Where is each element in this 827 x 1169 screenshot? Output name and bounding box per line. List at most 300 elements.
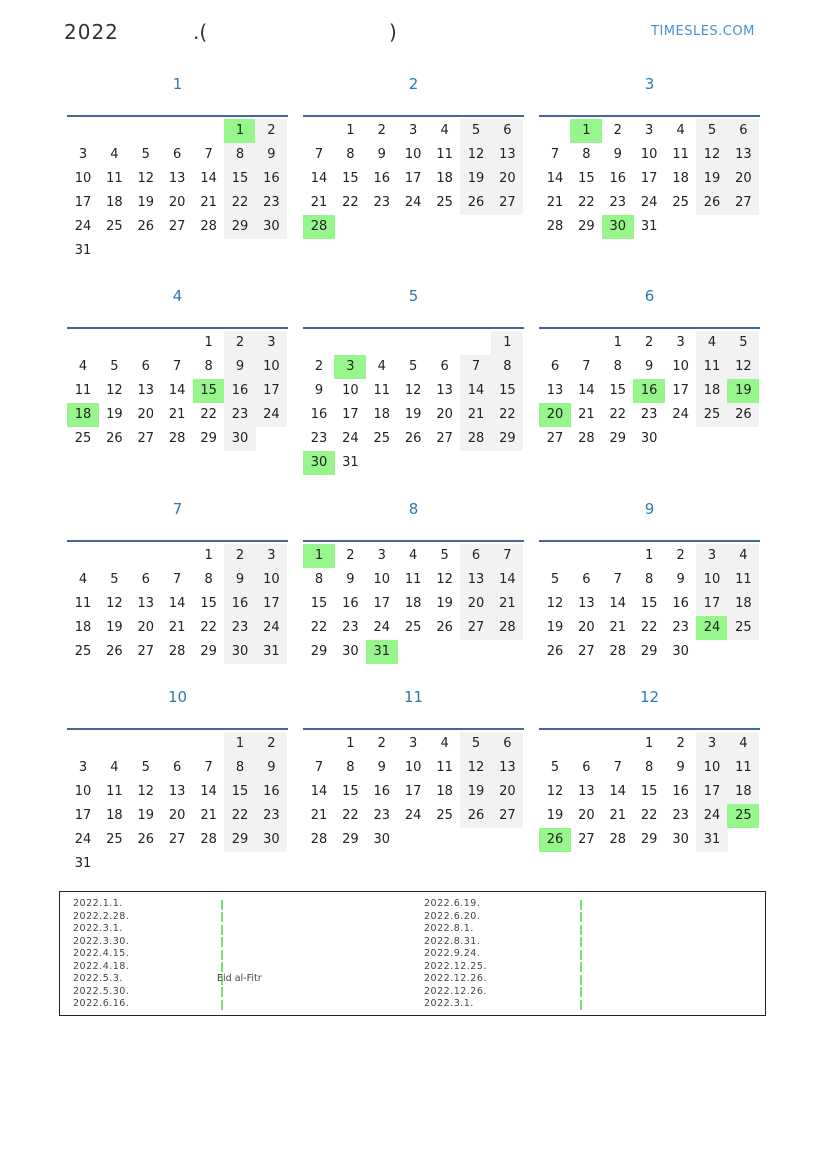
calendar-day: 3 [409, 736, 418, 751]
holiday-divider-mark [221, 950, 223, 960]
calendar-day: 5 [460, 119, 492, 143]
calendar-day: 7 [173, 572, 182, 587]
calendar-day: 15 [310, 596, 328, 611]
calendar-day: 9 [645, 359, 654, 374]
calendar-day: 26 [727, 403, 759, 427]
calendar-day: 5 [550, 760, 560, 775]
calendar-day: 17 [696, 592, 728, 616]
calendar-day: 2 [676, 548, 685, 563]
calendar-day: 23 [224, 616, 256, 640]
month-block [303, 500, 524, 700]
calendar-day: 18 [727, 592, 759, 616]
month-name: 6 [644, 287, 655, 305]
calendar-day: 22 [491, 403, 523, 427]
calendar-day: 4 [727, 732, 759, 756]
month-block [303, 688, 524, 888]
calendar-day: 16 [342, 596, 359, 611]
calendar-day: 6 [173, 760, 182, 775]
calendar-day: 3 [377, 548, 386, 563]
holiday-divider-mark [580, 925, 582, 935]
calendar-day: 22 [342, 808, 359, 823]
calendar-day: 14 [609, 596, 627, 611]
calendar-day: 16 [224, 379, 256, 403]
calendar-day: 21 [578, 407, 595, 422]
holiday-date: 2022.3.1. [73, 923, 123, 934]
calendar-day: 23 [609, 195, 627, 210]
calendar-day: 29 [200, 431, 217, 446]
calendar-day: 22 [342, 195, 359, 210]
calendar-day: 15 [342, 784, 359, 799]
holiday-date: 2022.5.3. [73, 973, 123, 984]
month-name: 1 [172, 75, 183, 93]
calendar-day: 5 [460, 732, 492, 756]
calendar-day: 1 [645, 736, 654, 751]
month-header-rule [67, 540, 288, 542]
calendar-day: 25 [436, 195, 453, 210]
calendar-day: 11 [106, 171, 123, 186]
calendar-day: 8 [314, 572, 324, 587]
calendar-day: 21 [168, 407, 186, 422]
calendar-day: 14 [546, 171, 564, 186]
calendar-day: 15 [224, 780, 256, 804]
calendar-day: 16 [373, 784, 391, 799]
month-name: 9 [644, 500, 655, 518]
calendar-day: 3 [696, 544, 728, 568]
calendar-day: 8 [204, 572, 213, 587]
holiday-date: 2022.12.26. [424, 985, 487, 997]
calendar-day: 5 [141, 760, 150, 775]
calendar-day: 11 [404, 572, 422, 587]
calendar-day: 3 [78, 760, 88, 775]
calendar-day: 9 [346, 572, 355, 587]
calendar-day: 2 [314, 359, 324, 374]
month-header-rule [303, 728, 524, 730]
calendar-day: 14 [491, 568, 523, 592]
calendar-day: 9 [377, 147, 386, 162]
calendar-day: 18 [436, 784, 453, 799]
calendar-day: 17 [373, 596, 391, 611]
calendar-day: 17 [74, 195, 92, 210]
calendar-day: 27 [578, 832, 595, 847]
holiday-date: 2022.3.1. [424, 998, 474, 1009]
calendar-day: 16 [672, 784, 689, 799]
calendar-day: 3 [676, 335, 685, 350]
calendar-day: 28 [609, 644, 627, 659]
calendar-day: 22 [224, 191, 256, 215]
calendar-day: 23 [373, 195, 391, 210]
calendar-day: 24 [696, 804, 728, 828]
calendar-day: 29 [224, 828, 256, 852]
calendar-day: 8 [645, 760, 654, 775]
calendar-day: 29 [491, 427, 523, 451]
calendar-day: 13 [168, 784, 186, 799]
calendar-day: 20 [727, 167, 759, 191]
calendar-day: 27 [546, 431, 564, 446]
calendar-day: 2 [224, 331, 256, 355]
calendar-day: 19 [696, 167, 728, 191]
holiday-date: 2022.8.31. [424, 935, 481, 947]
calendar-day: 21 [491, 592, 523, 616]
month-header-rule [539, 115, 760, 117]
calendar-day: 8 [346, 147, 355, 162]
calendar-day: 23 [224, 403, 256, 427]
month-name: 7 [172, 500, 183, 518]
holiday-date: 2022.12.25. [424, 960, 487, 972]
calendar-day: 16 [224, 592, 256, 616]
calendar-day: 8 [645, 572, 654, 587]
month-block [539, 688, 760, 888]
calendar-day: 30 [602, 215, 634, 239]
calendar-day: 11 [74, 596, 92, 611]
calendar-day: 17 [342, 407, 359, 422]
calendar-day: 29 [200, 644, 217, 659]
calendar-day: 25 [696, 403, 728, 427]
calendar-day: 20 [539, 403, 571, 427]
calendar-day: 30 [224, 640, 256, 664]
calendar-day: 12 [137, 171, 155, 186]
calendar-day: 13 [578, 784, 595, 799]
calendar-day: 28 [200, 832, 217, 847]
calendar-day: 20 [168, 808, 186, 823]
calendar-day: 12 [106, 383, 123, 398]
calendar-day: 30 [640, 431, 658, 446]
calendar-day: 24 [672, 407, 689, 422]
calendar-day: 4 [78, 359, 88, 374]
calendar-day: 14 [578, 383, 595, 398]
calendar-day: 29 [609, 431, 627, 446]
calendar-day: 27 [137, 644, 155, 659]
calendar-day: 25 [106, 832, 123, 847]
calendar-day: 17 [640, 171, 658, 186]
month-block [303, 75, 524, 275]
holiday-divider-mark [221, 987, 223, 997]
month-name: 10 [167, 688, 188, 706]
calendar-day: 10 [255, 568, 287, 592]
holiday-date: 2022.6.19. [424, 898, 481, 909]
holiday-divider-mark [580, 1000, 582, 1010]
calendar-day: 22 [224, 804, 256, 828]
calendar-day: 14 [168, 383, 186, 398]
calendar-day: 20 [578, 808, 595, 823]
month-name: 3 [644, 75, 655, 93]
calendar-day: 29 [640, 832, 658, 847]
calendar-day: 1 [303, 544, 335, 568]
calendar-day: 27 [491, 804, 523, 828]
calendar-day: 17 [672, 383, 689, 398]
calendar-day: 15 [193, 379, 225, 403]
calendar-day: 24 [696, 616, 728, 640]
calendar-day: 26 [696, 191, 728, 215]
month-block [67, 287, 288, 487]
month-block [67, 688, 288, 888]
calendar-day: 28 [200, 219, 217, 234]
month-header-rule [67, 728, 288, 730]
calendar-day: 7 [204, 760, 213, 775]
calendar-day: 7 [314, 760, 324, 775]
holiday-divider-mark [580, 900, 582, 910]
month-header-rule [539, 540, 760, 542]
calendar-day: 5 [110, 572, 119, 587]
calendar-day: 7 [582, 359, 591, 374]
calendar-day: 19 [137, 808, 155, 823]
holiday-divider-mark [580, 912, 582, 922]
month-header-rule [67, 327, 288, 329]
calendar-day: 2 [645, 335, 654, 350]
calendar-day: 12 [436, 572, 453, 587]
holiday-date: 2022.8.1. [424, 923, 474, 934]
calendar-day: 21 [310, 808, 328, 823]
calendar-day: 9 [613, 147, 622, 162]
calendar-day: 23 [255, 191, 287, 215]
calendar-day: 26 [137, 219, 155, 234]
calendar-day: 15 [342, 171, 359, 186]
calendar-day: 22 [640, 620, 658, 635]
month-block [67, 500, 288, 700]
calendar-day: 4 [696, 331, 728, 355]
holiday-divider-mark [580, 937, 582, 947]
calendar-day: 25 [404, 620, 422, 635]
calendar-day: 27 [168, 219, 186, 234]
calendar-day: 31 [74, 243, 92, 258]
holiday-date: 2022.12.26. [424, 973, 487, 984]
calendar-day: 2 [346, 548, 355, 563]
calendar-day: 6 [727, 119, 759, 143]
calendar-day: 3 [255, 331, 287, 355]
calendar-day: 10 [404, 147, 422, 162]
calendar-day: 18 [373, 407, 391, 422]
calendar-day: 4 [409, 548, 418, 563]
calendar-day: 7 [460, 355, 492, 379]
calendar-day: 15 [640, 596, 658, 611]
calendar-day: 25 [74, 644, 92, 659]
calendar-day: 19 [436, 596, 453, 611]
calendar-day: 6 [141, 572, 150, 587]
holiday-name: Eid al-Fitr [217, 973, 262, 984]
calendar-day: 13 [578, 596, 595, 611]
calendar-day: 2 [613, 123, 622, 138]
calendar-day: 20 [491, 780, 523, 804]
calendar-day: 25 [373, 431, 391, 446]
calendar-day: 23 [640, 407, 658, 422]
calendar-day: 28 [310, 832, 328, 847]
calendar-day: 28 [609, 832, 627, 847]
month-block [303, 287, 524, 487]
calendar-day: 15 [640, 784, 658, 799]
calendar-day: 31 [255, 640, 287, 664]
calendar-day: 24 [74, 832, 92, 847]
calendar-day: 11 [436, 147, 453, 162]
calendar-day: 8 [204, 359, 213, 374]
month-name: 12 [639, 688, 660, 706]
calendar-day: 23 [672, 620, 689, 635]
calendar-day: 17 [255, 379, 287, 403]
calendar-day: 2 [377, 736, 386, 751]
holiday-date: 2022.6.20. [424, 910, 481, 922]
calendar-day: 26 [137, 832, 155, 847]
brand-logo-link[interactable]: TIMESLES.COM [651, 24, 755, 39]
calendar-day: 5 [696, 119, 728, 143]
calendar-day: 13 [460, 568, 492, 592]
calendar-day: 14 [200, 171, 217, 186]
holiday-date: 2022.4.18. [73, 960, 130, 972]
calendar-day: 5 [440, 548, 449, 563]
calendar-day: 20 [168, 195, 186, 210]
month-name: 4 [172, 287, 183, 305]
holiday-date: 2022.1.1. [73, 898, 123, 909]
calendar-day: 10 [696, 756, 728, 780]
calendar-day: 21 [609, 620, 627, 635]
calendar-day: 20 [137, 407, 155, 422]
calendar-day: 7 [173, 359, 182, 374]
holiday-date: 2022.6.16. [73, 998, 130, 1009]
month-name: 5 [408, 287, 419, 305]
holiday-divider-mark [221, 912, 223, 922]
calendar-day: 27 [137, 431, 155, 446]
calendar-day: 19 [546, 620, 564, 635]
calendar-day: 15 [609, 383, 627, 398]
calendar-day: 10 [696, 568, 728, 592]
calendar-day: 1 [204, 548, 213, 563]
calendar-day: 15 [578, 171, 595, 186]
calendar-day: 30 [255, 215, 287, 239]
calendar-day: 1 [224, 119, 256, 143]
calendar-day: 28 [491, 616, 523, 640]
calendar-day: 22 [609, 407, 627, 422]
calendar-day: 4 [110, 760, 119, 775]
holiday-divider-mark [580, 962, 582, 972]
calendar-day: 25 [672, 195, 689, 210]
calendar-day: 7 [491, 544, 523, 568]
calendar-day: 27 [168, 832, 186, 847]
holiday-divider-mark [580, 975, 582, 985]
calendar-day: 16 [373, 171, 391, 186]
calendar-day: 6 [173, 147, 182, 162]
holiday-date: 2022.3.30. [73, 935, 130, 947]
calendar-day: 30 [373, 832, 391, 847]
calendar-day: 15 [491, 379, 523, 403]
holiday-divider-mark [221, 937, 223, 947]
holiday-date: 2022.4.15. [73, 948, 130, 959]
calendar-day: 13 [727, 143, 759, 167]
calendar-day: 18 [74, 620, 92, 635]
calendar-day: 8 [346, 760, 355, 775]
calendar-day: 10 [74, 784, 92, 799]
calendar-day: 25 [727, 804, 759, 828]
calendar-day: 25 [436, 808, 453, 823]
calendar-day: 8 [582, 147, 591, 162]
calendar-day: 31 [366, 640, 398, 664]
calendar-day: 9 [224, 568, 256, 592]
calendar-day: 31 [696, 828, 728, 852]
calendar-day: 19 [106, 620, 123, 635]
calendar-day: 14 [310, 784, 328, 799]
calendar-day: 23 [672, 808, 689, 823]
calendar-day: 22 [200, 620, 217, 635]
calendar-day: 27 [727, 191, 759, 215]
calendar-day: 26 [460, 804, 492, 828]
calendar-day: 22 [640, 808, 658, 823]
calendar-day: 2 [224, 544, 256, 568]
calendar-day: 21 [609, 808, 627, 823]
calendar-day: 3 [334, 355, 366, 379]
title-close-paren: ) [389, 20, 397, 44]
calendar-day: 18 [727, 780, 759, 804]
month-block [539, 287, 760, 487]
calendar-year-title: 2022 [64, 20, 119, 44]
calendar-day: 29 [310, 644, 328, 659]
calendar-day: 4 [440, 736, 449, 751]
month-header-rule [303, 540, 524, 542]
calendar-day: 14 [609, 784, 627, 799]
calendar-day: 18 [106, 195, 123, 210]
calendar-day: 18 [436, 171, 453, 186]
calendar-day: 20 [491, 167, 523, 191]
calendar-day: 30 [672, 832, 689, 847]
calendar-day: 19 [404, 407, 422, 422]
calendar-day: 22 [310, 620, 328, 635]
calendar-day: 5 [409, 359, 418, 374]
calendar-day: 23 [255, 804, 287, 828]
month-name: 2 [408, 75, 419, 93]
calendar-day: 7 [613, 572, 622, 587]
month-block [539, 75, 760, 275]
calendar-day: 6 [550, 359, 560, 374]
month-header-rule [303, 327, 524, 329]
month-block [67, 75, 288, 275]
calendar-day: 3 [78, 147, 88, 162]
calendar-day: 28 [578, 431, 595, 446]
calendar-day: 10 [373, 572, 391, 587]
calendar-day: 28 [303, 215, 335, 239]
calendar-day: 24 [255, 403, 287, 427]
calendar-day: 19 [546, 808, 564, 823]
calendar-day: 27 [578, 644, 595, 659]
calendar-day: 8 [491, 355, 523, 379]
calendar-day: 13 [546, 383, 564, 398]
calendar-day: 26 [404, 431, 422, 446]
calendar-day: 17 [74, 808, 92, 823]
calendar-day: 28 [168, 644, 186, 659]
calendar-day: 20 [137, 620, 155, 635]
calendar-day: 29 [342, 832, 359, 847]
calendar-day: 11 [672, 147, 689, 162]
calendar-day: 6 [582, 572, 591, 587]
calendar-day: 24 [255, 616, 287, 640]
calendar-day: 21 [200, 195, 217, 210]
calendar-day: 16 [633, 379, 665, 403]
calendar-day: 23 [373, 808, 391, 823]
calendar-day: 19 [106, 407, 123, 422]
calendar-day: 2 [676, 736, 685, 751]
month-header-rule [303, 115, 524, 117]
month-header-rule [539, 728, 760, 730]
holiday-divider-mark [221, 925, 223, 935]
calendar-day: 16 [255, 780, 287, 804]
calendar-day: 22 [200, 407, 217, 422]
calendar-day: 12 [460, 756, 492, 780]
calendar-day: 28 [168, 431, 186, 446]
calendar-day: 7 [204, 147, 213, 162]
calendar-day: 12 [460, 143, 492, 167]
calendar-day: 14 [460, 379, 492, 403]
calendar-day: 25 [106, 219, 123, 234]
calendar-day: 28 [546, 219, 564, 234]
calendar-day: 18 [404, 596, 422, 611]
calendar-day: 12 [546, 596, 564, 611]
calendar-day: 11 [106, 784, 123, 799]
calendar-day: 16 [310, 407, 328, 422]
holiday-divider-mark [580, 987, 582, 997]
